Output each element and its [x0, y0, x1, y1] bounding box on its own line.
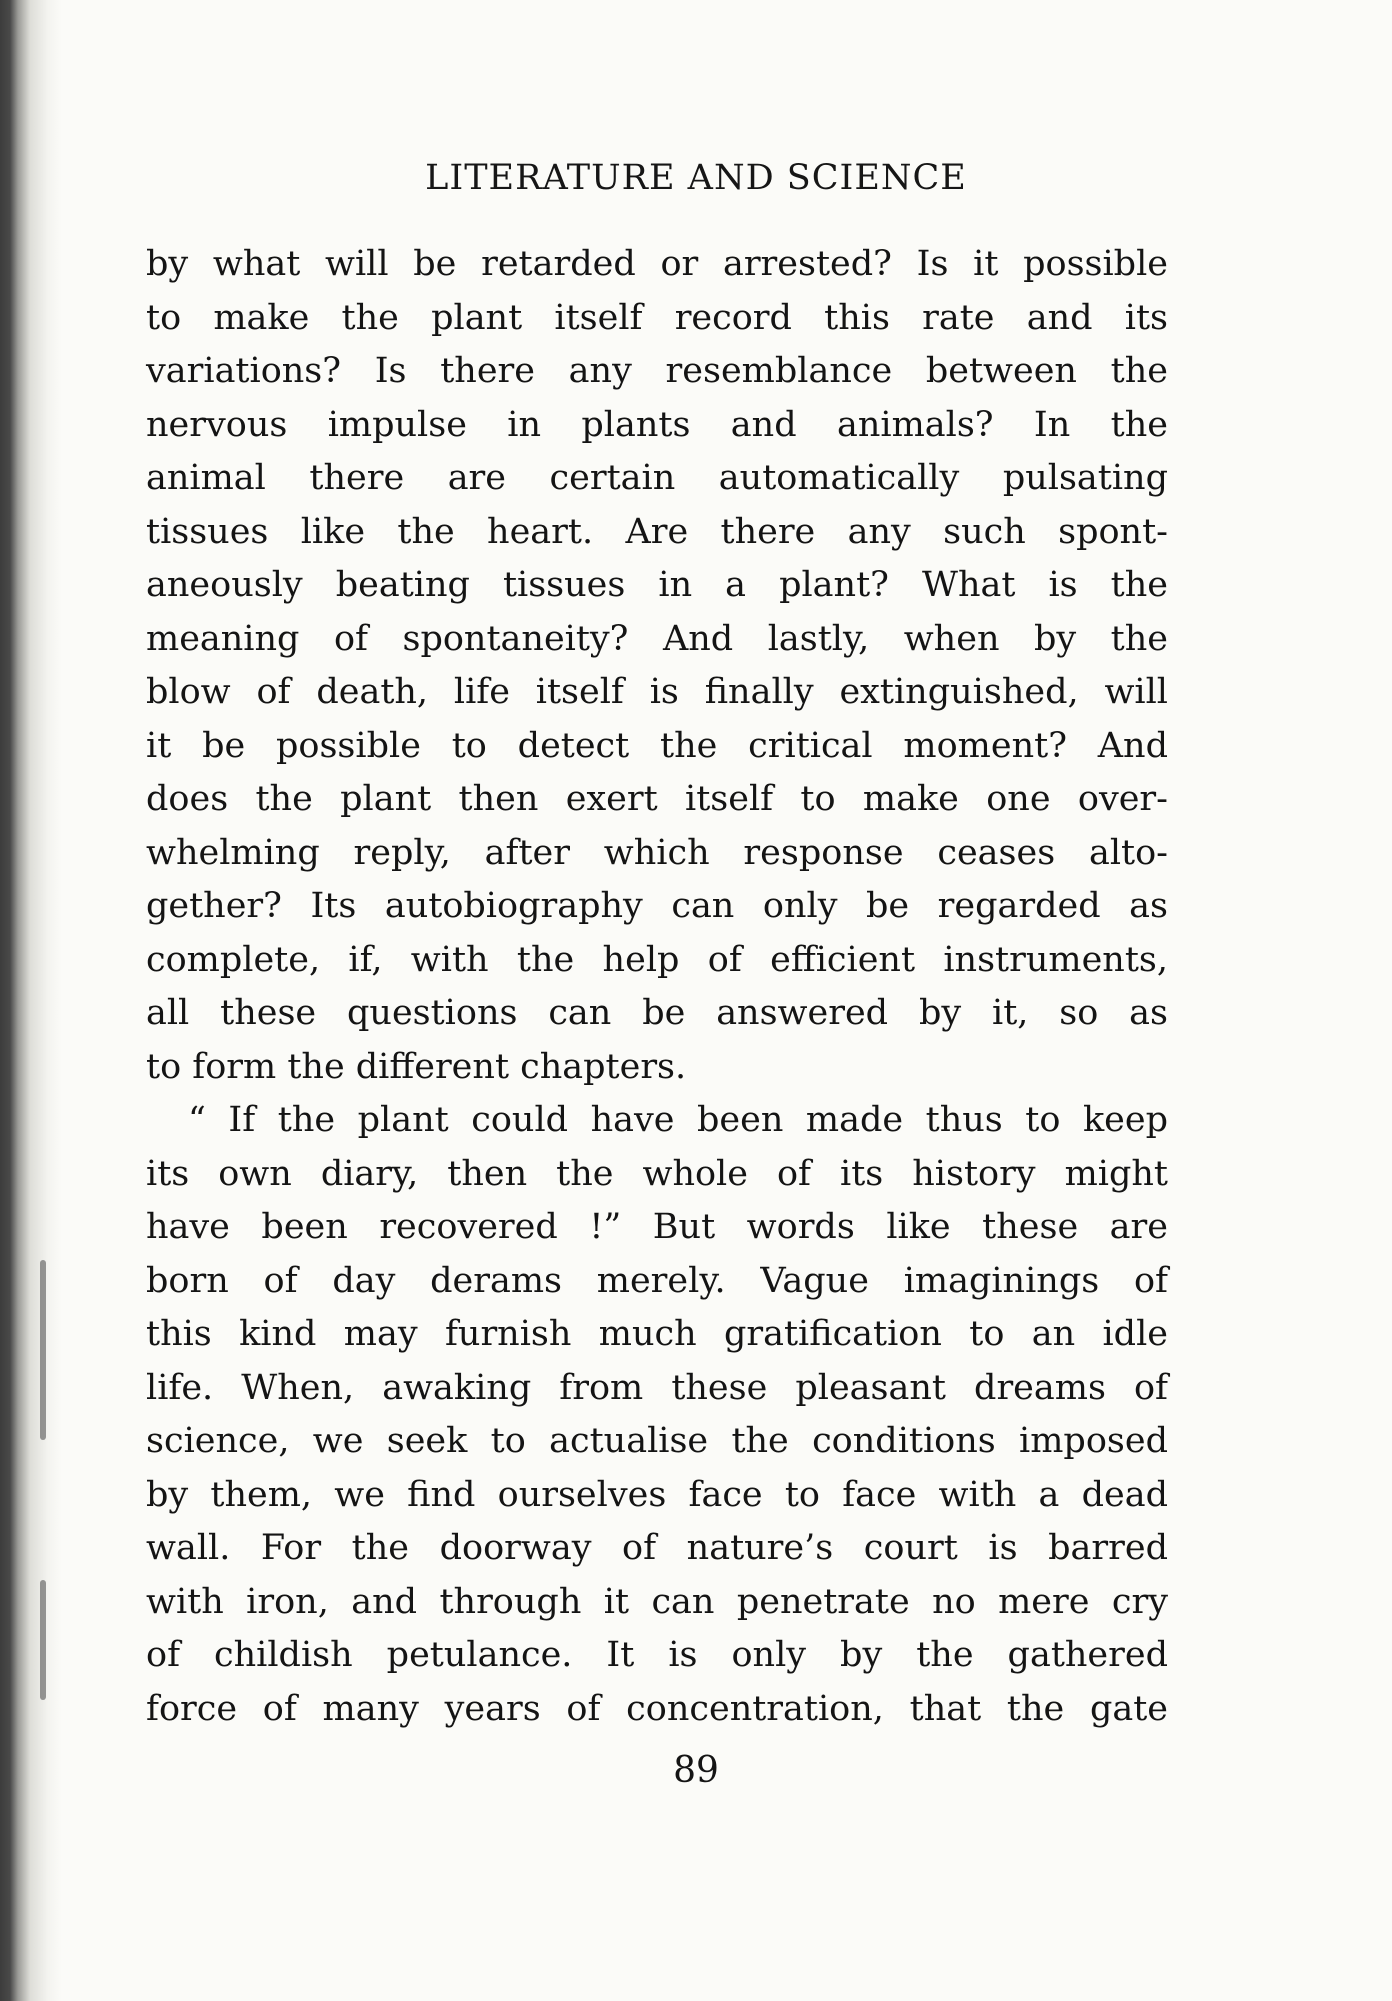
- text-line: gether? Its autobiography can only be regarded as: [146, 886, 1168, 926]
- text-line: of childish petulance. It is only by the gathered: [146, 1635, 1168, 1675]
- text-line: born of day derams merely. Vague imaginings of: [146, 1260, 1168, 1301]
- text-line: to form the different chapters.: [146, 1046, 687, 1087]
- binding-shadow: [0, 0, 62, 2001]
- text-line: variations? Is there any resemblance between the: [146, 351, 1168, 391]
- text-line: have been recovered !” But words like these are: [146, 1207, 1168, 1247]
- text-line: meaning of spontaneity? And lastly, when by the: [146, 618, 1168, 659]
- text-line: by what will be retarded or arrested? Is it possible: [146, 244, 1168, 284]
- text-line: nervous impulse in plants and animals? In the: [146, 404, 1168, 445]
- text-line: whelming reply, after which response ceases alto-: [146, 832, 1168, 873]
- binding-mark: [40, 1260, 46, 1440]
- text-line: to make the plant itself record this rate and its: [146, 297, 1168, 338]
- text-line: with iron, and through it can penetrate no mere cry: [146, 1581, 1168, 1622]
- page-number: 89: [673, 1750, 719, 1791]
- text-line: animal there are certain automatically pulsating: [146, 458, 1168, 498]
- text-line: blow of death, life itself is finally extinguished, will: [146, 672, 1168, 712]
- body-text: [146, 238, 1168, 1736]
- text-line: complete, if, with the help of efficient instruments,: [146, 939, 1168, 980]
- binding-mark: [40, 1580, 46, 1700]
- text-line: life. When, awaking from these pleasant dreams of: [146, 1367, 1168, 1408]
- text-line: tissues like the heart. Are there any such spont-: [146, 511, 1168, 552]
- text-line: aneously beating tissues in a plant? What is the: [146, 565, 1168, 605]
- text-line: “ If the plant could have been made thus to keep: [188, 1100, 1168, 1140]
- text-line: wall. For the doorway of nature’s court is barred: [146, 1528, 1168, 1568]
- text-line: it be possible to detect the critical moment? And: [146, 725, 1168, 766]
- text-line: by them, we find ourselves face to face with a dead: [146, 1474, 1168, 1515]
- running-head: LITERATURE AND SCIENCE: [425, 158, 967, 198]
- text-line: does the plant then exert itself to make one over-: [146, 779, 1168, 819]
- text-line: this kind may furnish much gratification to an idle: [146, 1314, 1168, 1354]
- text-line: its own diary, then the whole of its history might: [146, 1153, 1168, 1194]
- text-line: all these questions can be answered by it, so as: [146, 993, 1168, 1033]
- text-line: force of many years of concentration, that the gate: [146, 1688, 1168, 1729]
- text-line: science, we seek to actualise the conditions imposed: [146, 1421, 1168, 1461]
